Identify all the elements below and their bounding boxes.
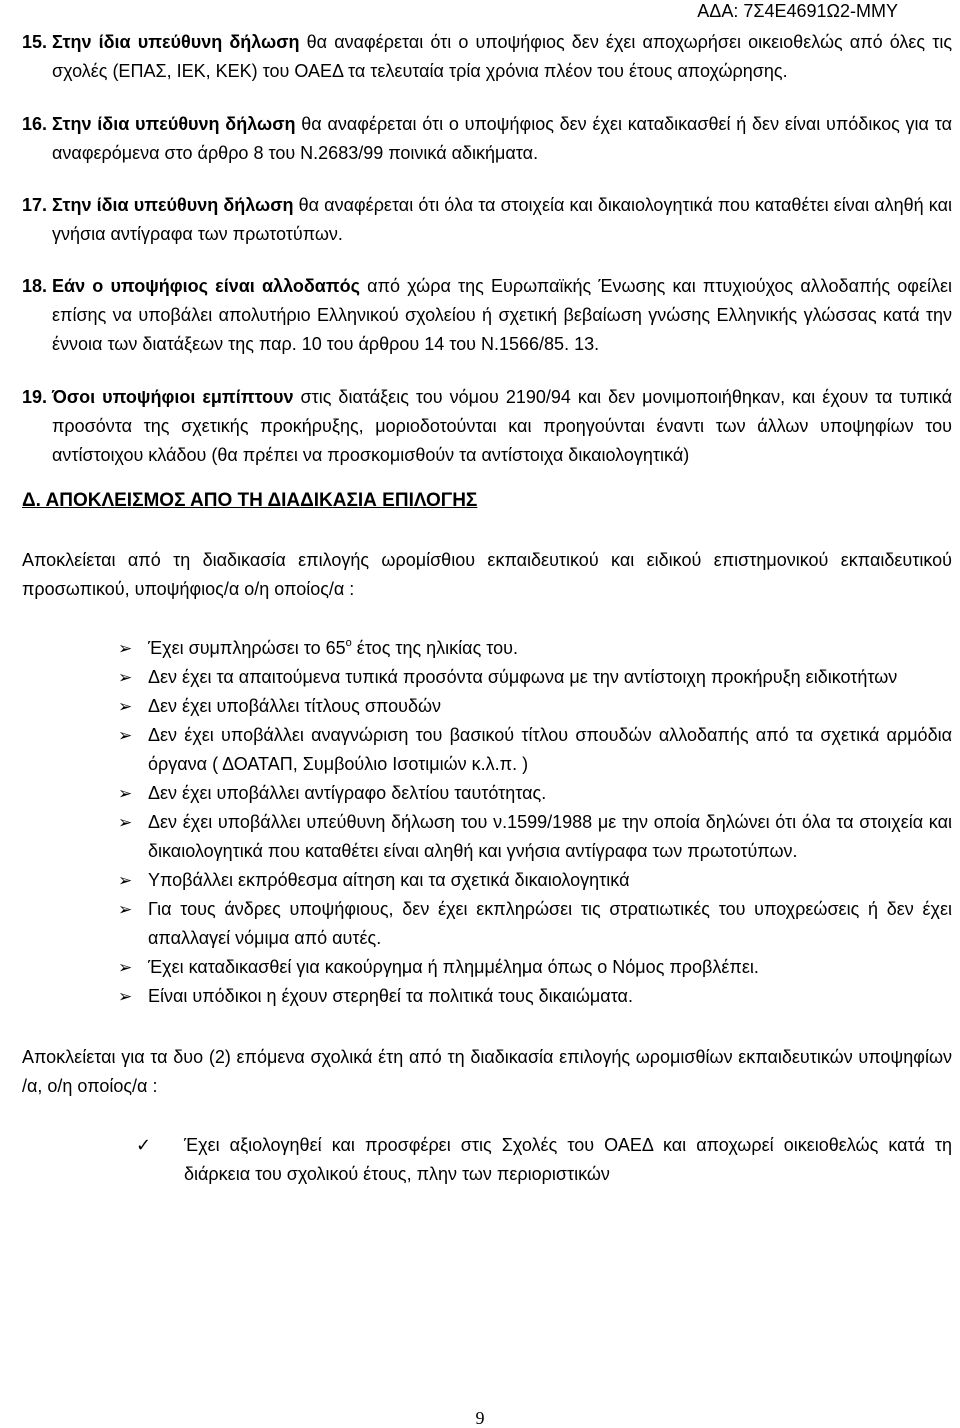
item-text: από χώρα της Ευρωπαϊκής Ένωσης και πτυχιούχος αλλοδαπής οφείλει επίσης να υποβάλει απολυτήριο Ελληνικού σχολείου ή σχετική βεβαίωση γνώσης Ελληνικής γλώσσας κατά την έννοια των διατάξεων της παρ. 10 του άρθρου 14 του Ν.1566/85. 13. [52, 276, 952, 354]
list-item [136, 1131, 952, 1189]
list-item-text: Δεν έχει υποβάλλει αντίγραφο δελτίου ταυτότητας. [148, 783, 547, 803]
item-number: 17. [22, 195, 48, 215]
item-text: θα αναφέρεται ότι ο υποψήφιος δεν έχει αποχωρήσει οικειοθελώς από όλες τις σχολές (ΕΠΑΣ, ΙΕΚ, ΚΕΚ) του ΟΑΕΔ τα τελευταία τρία χρόνια πλέον του έτους αποχώρησης. [52, 32, 952, 81]
list-item-text: Έχει αξιολογηθεί και προσφέρει στις Σχολές του ΟΑΕΔ και αποχωρεί οικειοθελώς κατά τη διάρκεια του σχολικού έτους, πλην των περιοριστικών [184, 1135, 952, 1184]
section-heading: Δ. ΑΠΟΚΛΕΙΣΜΟΣ ΑΠΟ ΤΗ ΔΙΑΔΙΚΑΣΙΑ ΕΠΙΛΟΓΗΣ [22, 490, 478, 511]
check-list [22, 1131, 952, 1189]
list-item [118, 866, 952, 895]
item-lead: Στην ίδια υπεύθυνη δήλωση [52, 32, 300, 52]
list-item [118, 953, 952, 982]
list-item-text: Έχει συμπληρώσει το 65 [148, 638, 346, 658]
list-item [118, 663, 952, 692]
arrow-bullet-icon: ➢ [118, 958, 133, 977]
checkmark-icon: ✓ [136, 1135, 152, 1155]
list-item [118, 634, 952, 663]
arrow-bullet-icon: ➢ [118, 784, 133, 803]
arrow-bullet-icon: ➢ [118, 726, 133, 745]
arrow-bullet-icon: ➢ [118, 987, 133, 1006]
item-lead: Εάν ο υποψήφιος είναι αλλοδαπός [52, 276, 360, 296]
list-item [118, 692, 952, 721]
list-item-text: Δεν έχει υποβάλλει τίτλους σπουδών [148, 696, 442, 716]
list-item [118, 895, 952, 953]
list-item-text: Δεν έχει υποβάλλει αναγνώριση του βασικού τίτλου σπουδών αλλοδαπής από τα σχετικά αρμόδια όργανα ( ΔΟΑΤΑΠ, Συμβούλιο Ισοτιμιών κ.λ.π. ) [148, 725, 952, 774]
list-item-text: έτος της ηλικίας του. [351, 638, 518, 658]
item-number: 15. [22, 32, 48, 52]
arrow-bullet-icon: ➢ [118, 639, 133, 658]
numbered-item-16 [22, 110, 952, 168]
list-item-text: Δεν έχει υποβάλλει υπεύθυνη δήλωση του ν.1599/1988 με την οποία δηλώνει ότι όλα τα στοιχεία και δικαιολογητικά που καταθέτει είναι αληθή και γνήσια αντίγραφα των πρωτοτύπων. [148, 812, 952, 861]
arrow-bullet-icon: ➢ [118, 697, 133, 716]
item-number: 16. [22, 114, 48, 134]
item-number: 19. [22, 387, 48, 407]
document-page [22, 28, 952, 1189]
list-item-text: Δεν έχει τα απαιτούμενα τυπικά προσόντα σύμφωνα με την αντίστοιχη προκήρυξη ειδικοτήτων [148, 667, 898, 687]
item-lead: Στην ίδια υπεύθυνη δήλωση [52, 195, 294, 215]
exclusion-intro: Αποκλείεται από τη διαδικασία επιλογής ωρομίσθιου εκπαιδευτικού και ειδικού επιστημονικού εκπαιδευτικού προσωπικού, υποψήφιος/α ο/η οποίος/α : [22, 550, 952, 599]
numbered-item-19 [22, 383, 952, 470]
arrow-bullet-icon: ➢ [118, 871, 133, 890]
item-text: θα αναφέρεται ότι ο υποψήφιος δεν έχει καταδικασθεί ή δεν είναι υπόδικος για τα αναφερόμενα στο άρθρο 8 του Ν.2683/99 ποινικά αδικήματα. [52, 114, 952, 163]
arrow-bullet-icon: ➢ [118, 668, 133, 687]
item-lead: Στην ίδια υπεύθυνη δήλωση [52, 114, 296, 134]
list-item [118, 721, 952, 779]
numbered-item-18 [22, 272, 952, 359]
ada-code: ΑΔΑ: 7Σ4Ε4691Ω2-ΜΜΥ [697, 1, 898, 21]
list-item [118, 779, 952, 808]
list-item-text: Για τους άνδρες υποψήφιους, δεν έχει εκπληρώσει τις στρατιωτικές του υποχρεώσεις ή δεν έχει απαλλαγεί νόμιμα από αυτές. [148, 899, 952, 948]
arrow-bullet-icon: ➢ [118, 813, 133, 832]
item-lead: Όσοι υποψήφιοι εμπίπτουν [52, 387, 294, 407]
item-number: 18. [22, 276, 48, 296]
list-item [118, 982, 952, 1011]
arrow-bullet-icon: ➢ [118, 900, 133, 919]
exclusion-list [22, 634, 952, 1011]
numbered-item-17 [22, 191, 952, 249]
list-item-text: Έχει καταδικασθεί για κακούργημα ή πλημμέλημα όπως ο Νόμος προβλέπει. [148, 957, 759, 977]
list-item [118, 808, 952, 866]
superscript: ο [345, 637, 352, 649]
list-item-text: Είναι υπόδικοι η έχουν στερηθεί τα πολιτικά τους δικαιώματα. [148, 986, 633, 1006]
page-number: 9 [475, 1408, 485, 1428]
list-item-text: Υποβάλλει εκπρόθεσμα αίτηση και τα σχετικά δικαιολογητικά [148, 870, 630, 890]
exclusion-intro-two-years: Αποκλείεται για τα δυο (2) επόμενα σχολικά έτη από τη διαδικασία επιλογής ωρομισθίων εκπαιδευτικών υποψηφίων /α, ο/η οποίος/α : [22, 1047, 952, 1096]
numbered-item-15 [22, 28, 952, 86]
item-text: θα αναφέρεται ότι όλα τα στοιχεία και δικαιολογητικά που καταθέτει είναι αληθή και γνήσια αντίγραφα των πρωτοτύπων. [52, 195, 952, 244]
item-text: στις διατάξεις του νόμου 2190/94 και δεν μονιμοποιήθηκαν, και έχουν τα τυπικά προσόντα της σχετικής προκήρυξης, μοριοδοτούνται και προηγούνται έναντι των άλλων υποψηφίων του αντίστοιχου κλάδου (θα πρέπει να προσκομισθούν τα αντίστοιχα δικαιολογητικά) [52, 387, 952, 465]
